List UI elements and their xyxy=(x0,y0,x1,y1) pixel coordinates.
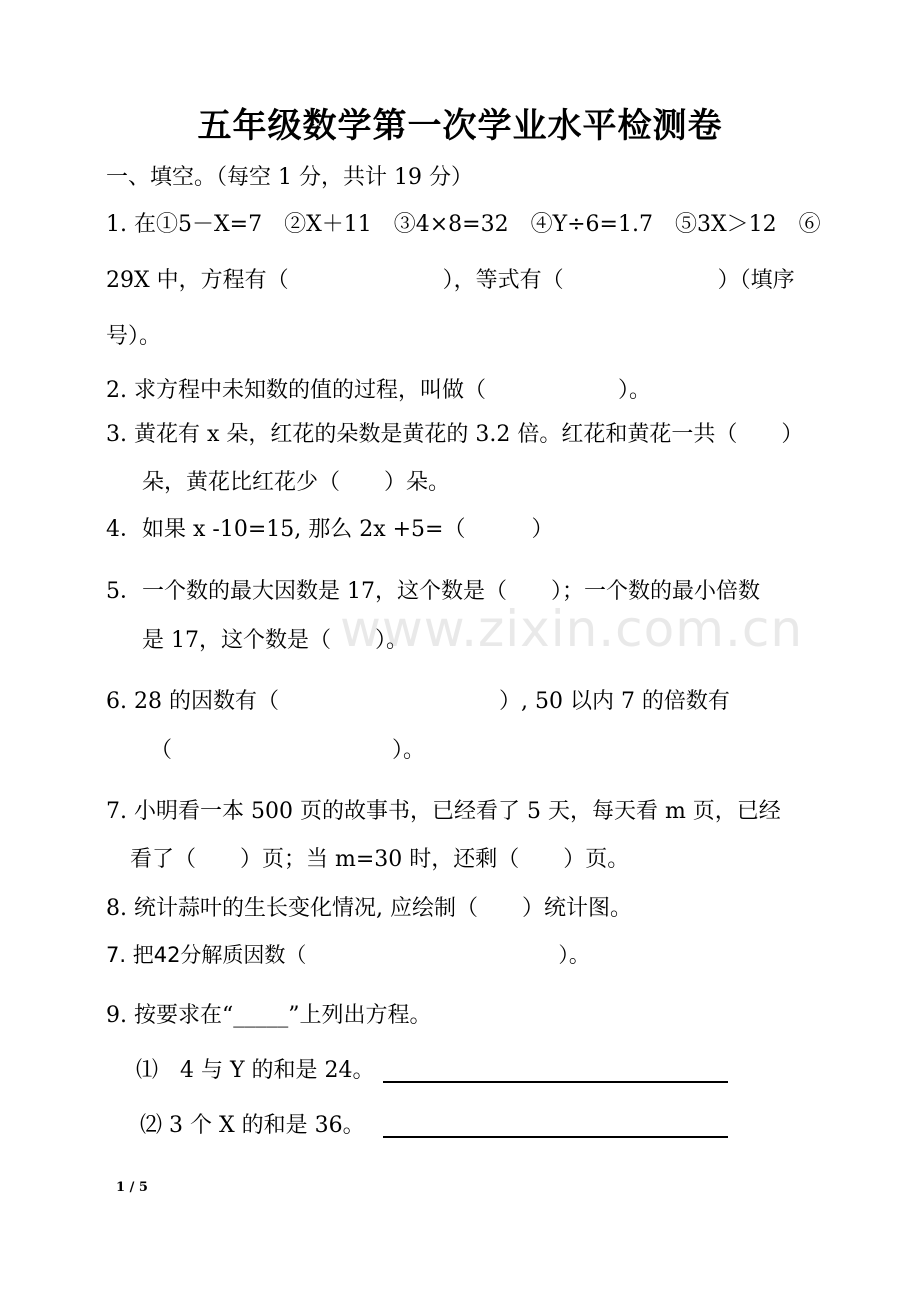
question-3-line-1: 3. 黄花有 x 朵，红花的朵数是黄花的 3.2 倍。红花和黄花一共（ ） xyxy=(106,422,804,447)
question-6-line-2: （ ）。 xyxy=(150,738,426,763)
answer-line-2[interactable] xyxy=(383,1136,728,1138)
question-1-line-2: 29X 中，方程有（ ），等式有（ ）（填序 xyxy=(106,268,795,293)
page-number: 1 / 5 xyxy=(116,1180,148,1195)
question-7-prime-factorization: 7. 把42分解质因数（ ）。 xyxy=(106,943,590,967)
watermark: www.zixin.com.cn xyxy=(340,600,804,658)
question-2: 2. 求方程中未知数的值的过程，叫做（ ）。 xyxy=(106,378,651,403)
question-6-line-1: 6. 28 的因数有（ ）, 50 以内 7 的倍数有 xyxy=(106,689,730,714)
question-1-line-1: 1. 在①5－X=7 ②X＋11 ③4×8=32 ④Y÷6=1.7 ⑤3X＞12 ⑥ xyxy=(106,212,821,237)
question-9-sub-2: ⑵ 3 个 X 的和是 36。 xyxy=(140,1113,365,1138)
section-heading: 一、填空。（每空 1 分，共计 19 分） xyxy=(106,165,473,190)
question-7-line-1: 7. 小明看一本 500 页的故事书，已经看了 5 天，每天看 m 页，已经 xyxy=(106,799,781,824)
question-1-line-3: 号）。 xyxy=(106,324,162,349)
question-3-line-2: 朵，黄花比红花少（ ）朵。 xyxy=(142,470,451,495)
question-8: 8. 统计蒜叶的生长变化情况, 应绘制（ ）统计图。 xyxy=(106,896,632,921)
question-5-line-2: 是 17，这个数是（ ）。 xyxy=(142,628,408,653)
question-7-line-2: 看了（ ）页；当 m=30 时，还剩（ ）页。 xyxy=(130,847,630,872)
answer-line-1[interactable] xyxy=(383,1081,728,1083)
question-4: 4．如果 x -10=15, 那么 2x +5=（ ） xyxy=(106,517,554,542)
question-9-sub-1: ⑴ 4 与 Y 的和是 24。 xyxy=(136,1058,375,1083)
page-title: 五年级数学第一次学业水平检测卷 xyxy=(197,106,723,146)
question-9: 9. 按要求在“_____”上列出方程。 xyxy=(106,1003,432,1028)
question-5-line-1: 5．一个数的最大因数是 17，这个数是（ ）；一个数的最小倍数 xyxy=(106,579,760,604)
